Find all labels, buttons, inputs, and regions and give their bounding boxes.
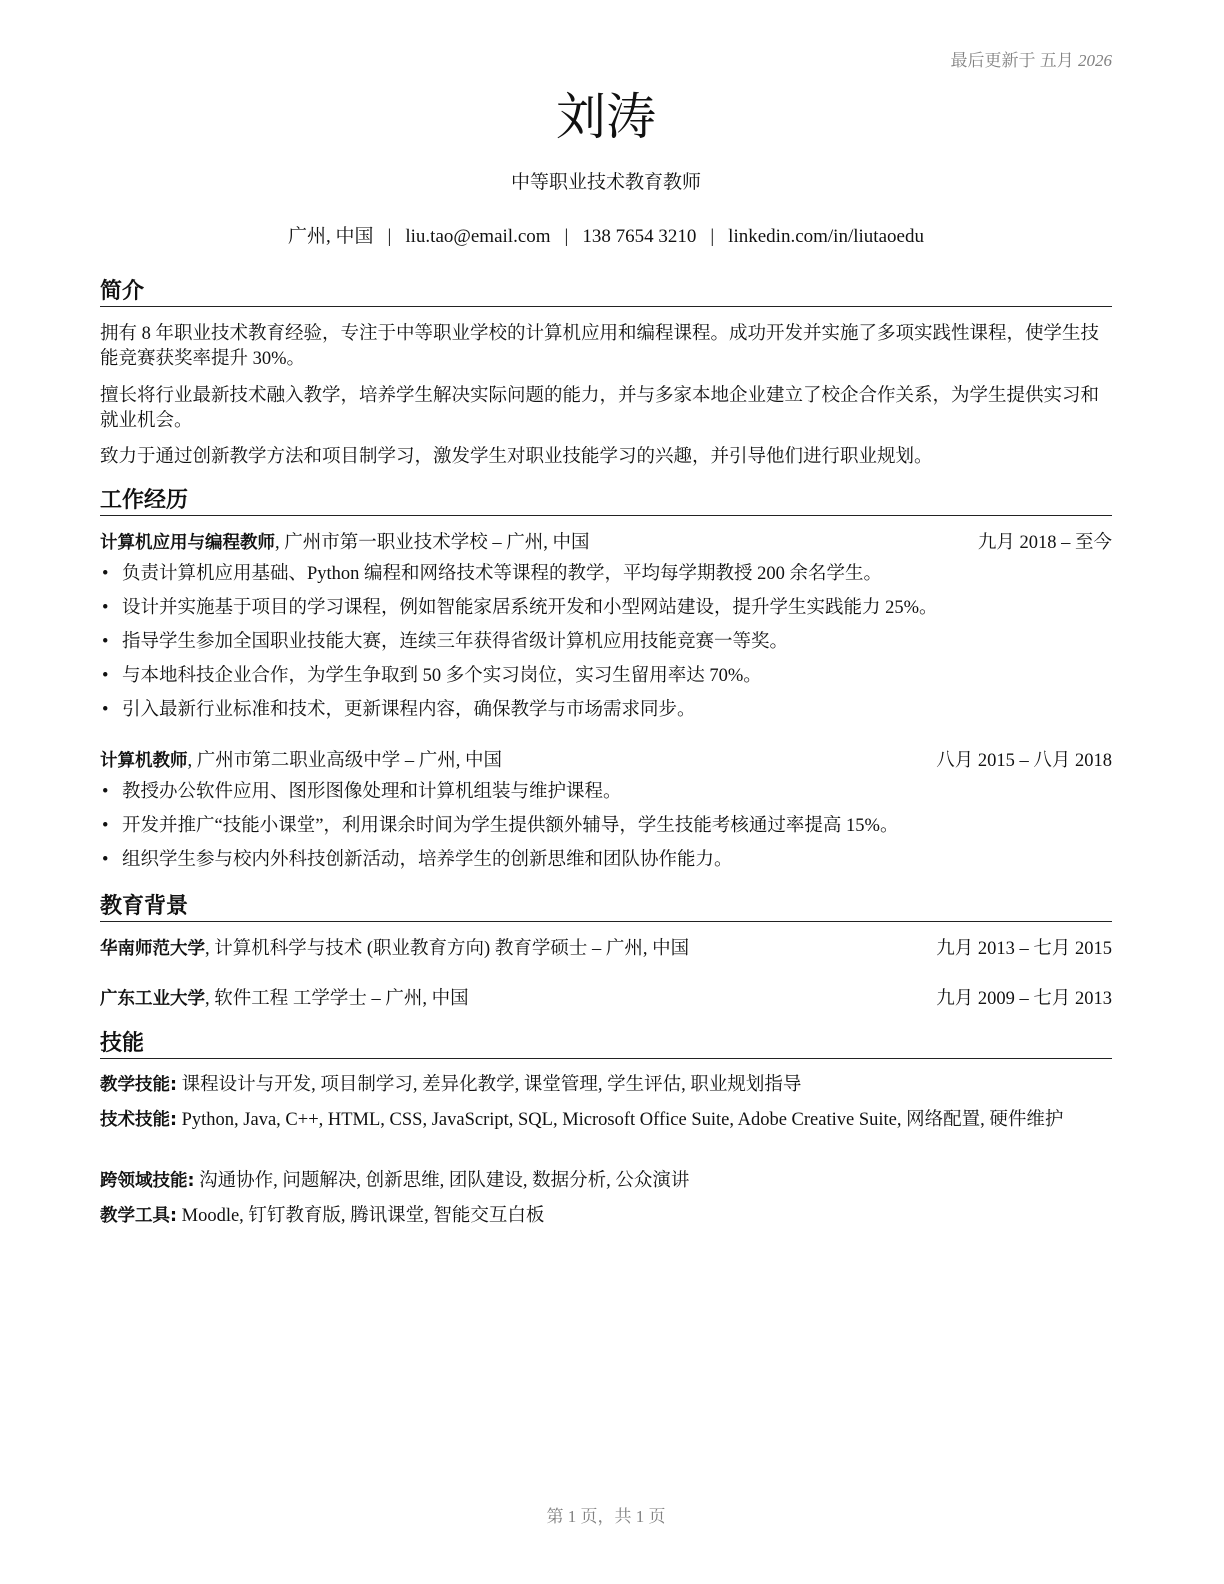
skill-label: 跨领域技能:	[100, 1171, 195, 1191]
list-item	[100, 596, 1112, 630]
contact-line	[100, 224, 1112, 250]
last-updated	[951, 46, 1113, 71]
job-bullet-list	[100, 780, 1112, 882]
list-item	[100, 780, 1112, 814]
list-item	[100, 630, 1112, 664]
bullet-text: 教授办公软件应用、图形图像处理和计算机组装与维护课程。	[122, 782, 622, 802]
job-header	[100, 749, 1112, 774]
job-date: 九月 2018 – 至今	[977, 533, 1112, 553]
list-item	[100, 562, 1112, 596]
last-updated-year: 2026	[1078, 51, 1112, 70]
skill-label: 教学技能:	[100, 1075, 177, 1095]
bullet-text: 指导学生参加全国职业技能大赛，连续三年获得省级计算机应用技能竞赛一等奖。	[122, 632, 789, 652]
job-organization: , 广州市第一职业技术学校 – 广州, 中国	[275, 533, 590, 553]
skill-value: Python, Java, C++, HTML, CSS, JavaScript, SQL, Microsoft Office Suite, Adobe Creative Suite, 网络配置, 硬件维护	[177, 1110, 1064, 1130]
bullet-text: 与本地科技企业合作，为学生争取到 50 多个实习岗位，实习生留用率达 70%。	[122, 666, 762, 686]
section-title-experience: 工作经历	[100, 487, 1112, 516]
contact-separator: |	[387, 226, 392, 247]
resume-page	[100, 0, 1112, 1584]
list-item	[100, 698, 1112, 732]
section-title-education: 教育背景	[100, 893, 1112, 922]
education-entry	[100, 937, 1112, 962]
last-updated-prefix: 最后更新于 五月	[950, 51, 1074, 70]
bullet-icon: •	[102, 564, 109, 584]
list-item	[100, 664, 1112, 698]
candidate-title: 中等职业技术教育教师	[510, 172, 701, 193]
skill-row	[100, 1204, 1112, 1229]
job-role: 计算机应用与编程教师	[100, 533, 275, 553]
education-school: 广东工业大学	[100, 989, 205, 1009]
summary-paragraph: 擅长将行业最新技术融入教学，培养学生解决实际问题的能力，并与多家本地企业建立了校企合作关系，为学生提供实习和就业机会。	[100, 386, 1100, 431]
education-detail: , 计算机科学与技术 (职业教育方向) 教育学硕士 – 广州, 中国	[205, 939, 690, 959]
bullet-text: 设计并实施基于项目的学习课程，例如智能家居系统开发和小型网站建设，提升学生实践能力 25%。	[122, 598, 938, 618]
bullet-text: 组织学生参与校内外科技创新活动，培养学生的创新思维和团队协作能力。	[122, 850, 733, 870]
bullet-icon: •	[102, 700, 109, 720]
education-school: 华南师范大学	[100, 939, 205, 959]
job-role: 计算机教师	[100, 751, 188, 771]
list-item	[100, 814, 1112, 848]
job-date: 八月 2015 – 八月 2018	[936, 751, 1112, 771]
bullet-text: 开发并推广“技能小课堂”，利用课余时间为学生提供额外辅导，学生技能考核通过率提高 15%。	[122, 816, 899, 836]
job-bullet-list	[100, 562, 1112, 732]
job-header	[100, 531, 1112, 556]
education-date: 九月 2013 – 七月 2015	[936, 939, 1112, 959]
bullet-icon: •	[102, 632, 109, 652]
candidate-name: 刘涛	[556, 88, 656, 146]
skill-label: 技术技能:	[100, 1110, 177, 1130]
bullet-icon: •	[102, 598, 109, 618]
summary-paragraph: 致力于通过创新教学方法和项目制学习，激发学生对职业技能学习的兴趣，并引导他们进行职业规划。	[100, 447, 933, 467]
bullet-text: 引入最新行业标准和技术，更新课程内容，确保教学与市场需求同步。	[122, 700, 696, 720]
skill-value: 沟通协作, 问题解决, 创新思维, 团队建设, 数据分析, 公众演讲	[194, 1171, 690, 1191]
skill-row	[100, 1169, 1112, 1194]
job-organization: , 广州市第二职业高级中学 – 广州, 中国	[187, 751, 503, 771]
list-item	[100, 848, 1112, 882]
contact-linkedin[interactable]: linkedin.com/in/liutaoedu	[728, 226, 924, 247]
skill-row	[100, 1073, 1112, 1098]
section-title-skills: 技能	[100, 1030, 1112, 1059]
education-date: 九月 2009 – 七月 2013	[936, 989, 1112, 1009]
section-title-summary: 简介	[100, 278, 1112, 307]
contact-separator: |	[564, 226, 569, 247]
contact-separator: |	[710, 226, 715, 247]
page-number: 第 1 页，共 1 页	[546, 1507, 666, 1526]
skill-value: 课程设计与开发, 项目制学习, 差异化教学, 课堂管理, 学生评估, 职业规划指导	[177, 1075, 802, 1095]
contact-phone: 138 7654 3210	[582, 226, 697, 247]
bullet-icon: •	[102, 816, 109, 836]
skill-row	[100, 1108, 1112, 1133]
bullet-icon: •	[102, 666, 109, 686]
contact-location: 广州, 中国	[288, 226, 374, 247]
bullet-text: 负责计算机应用基础、Python 编程和网络技术等课程的教学，平均每学期教授 200 余名学生。	[122, 564, 883, 584]
education-detail: , 软件工程 工学学士 – 广州, 中国	[205, 989, 469, 1009]
skill-value: Moodle, 钉钉教育版, 腾讯课堂, 智能交互白板	[177, 1206, 545, 1226]
education-entry	[100, 987, 1112, 1012]
contact-email[interactable]: liu.tao@email.com	[405, 226, 551, 247]
skill-label: 教学工具:	[100, 1206, 177, 1226]
bullet-icon: •	[102, 850, 109, 870]
summary-paragraph: 拥有 8 年职业技术教育经验，专注于中等职业学校的计算机应用和编程课程。成功开发并实施了多项实践性课程，使学生技能竞赛获奖率提升 30%。	[100, 324, 1100, 369]
bullet-icon: •	[102, 782, 109, 802]
